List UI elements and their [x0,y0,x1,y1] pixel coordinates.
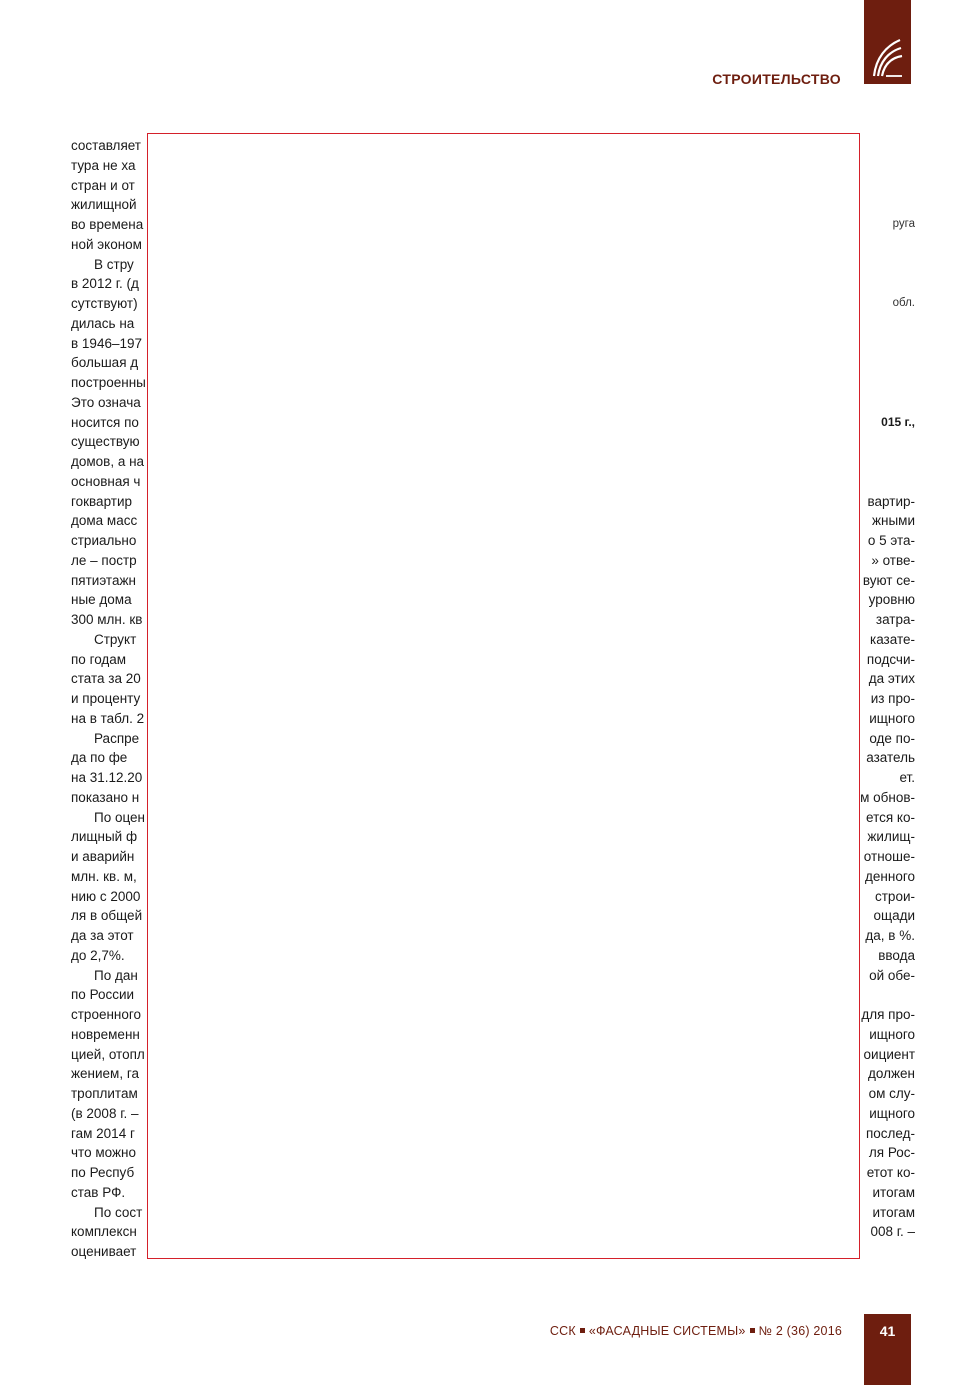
right-text-line: послед- [865,1125,915,1141]
left-text-line: тура не ха [71,157,136,173]
right-text-line [855,1242,915,1262]
right-text-line: для про- [861,1007,915,1022]
left-text-line: до 2,7%. [71,947,125,963]
left-text-line: домов, а на [71,454,145,469]
left-text-line: В стру [94,256,134,272]
right-text-line: ищного [869,1105,915,1121]
right-text-line: оде по- [869,730,915,746]
right-text-line [855,235,915,255]
left-text-line: сутствуют) [71,296,138,311]
right-text-line [855,195,915,215]
right-text-line: должен [868,1066,915,1082]
left-text-line: оценивает [71,1244,137,1259]
right-text-line: жными [871,513,915,529]
left-text-line: гоквартир [71,493,133,509]
logo-swoosh-icon [870,36,904,80]
right-text-line [855,176,915,196]
right-text-line: отноше- [863,849,915,864]
left-text-line: и проценту [71,691,141,706]
right-text-line [855,373,915,393]
left-text-line: По сост [94,1204,143,1220]
left-text-line: ле – постр [71,552,137,568]
left-text-line: стриально [71,533,137,548]
right-text-line: строи- [875,888,915,904]
square-separator-icon [750,1328,755,1333]
left-text-line: да за этот [71,928,134,943]
right-text-line: жилищ- [867,829,915,845]
footer-journal: ССК [549,1324,576,1338]
left-text-line: жилищной [71,197,137,213]
left-text-line: на в табл. 2 [71,710,145,726]
right-text-line: обл. [892,297,915,309]
right-text-line [855,393,915,413]
right-text-line: ищного [869,710,915,726]
left-text-line: цией, отопл [71,1046,145,1062]
right-text-line: азатель [866,750,915,766]
left-text-line: по России [71,987,135,1003]
right-text-line [855,156,915,176]
right-text-line: денного [865,868,915,884]
left-text-line: составляет [71,138,141,153]
right-text-line: подсчи- [866,651,915,667]
left-text-line: Это означа [71,394,141,410]
left-text-line: троплитам [71,1086,138,1101]
left-text-line: носится по [71,414,139,430]
magazine-logo [864,0,911,84]
left-text-line: стата за 20 [71,671,141,687]
left-text-line: да по фе [71,750,128,766]
left-text-line: существую [71,434,140,450]
left-text-line: основная ч [71,473,141,489]
left-text-line: большая д [71,355,139,371]
left-text-line: пятиэтажн [71,572,136,588]
left-text-line: на 31.12.20 [71,770,143,785]
right-text-line [855,314,915,334]
left-text-line: Структ [94,631,137,647]
right-text-line: вартир- [867,493,915,509]
left-text-line: стран и от [71,177,135,193]
left-text-line: новременн [71,1026,140,1042]
page-number: 41 [879,1323,896,1339]
right-text-line: оициент [863,1046,915,1062]
right-text-line: ет. [899,770,915,785]
right-text-line: 008 г. – [870,1224,915,1240]
right-text-line: ищного [869,1026,915,1042]
footer-publication-line [550,1324,842,1338]
left-text-line: гам 2014 г [71,1125,135,1141]
right-text-line: о 5 эта- [867,533,915,548]
right-text-line: ощади [873,908,915,924]
left-text-line: по годам [71,651,127,667]
right-text-line [855,334,915,354]
left-text-line: в 2012 г. (д [71,276,139,292]
right-text-line: ой обе- [869,967,915,983]
right-text-column [855,136,915,1262]
left-text-line: ной эконом [71,236,142,252]
left-text-line: дома масс [71,513,138,529]
page-number-tab [864,1314,911,1385]
right-text-line: да этих [868,671,915,687]
right-text-line [855,136,915,156]
right-text-line: ввода [878,947,915,963]
right-text-line: етот ко- [866,1165,915,1180]
left-text-line: построенны [71,375,146,390]
left-text-line: лищный ф [71,829,138,845]
right-text-line: да, в %. [865,928,915,943]
left-text-line: Распре [94,730,140,746]
left-text-line: дилась на [71,315,135,331]
right-text-line: 015 г., [881,414,915,429]
left-text-line: 300 млн. кв [71,612,143,627]
right-text-line: ется ко- [866,809,915,825]
left-text-line: жением, га [71,1066,139,1082]
right-text-line [855,353,915,373]
left-text-line: По дан [94,967,138,983]
right-text-line [855,472,915,492]
left-text-line: что можно [71,1145,136,1161]
right-text-line: итогам [872,1184,915,1200]
right-text-line: затра- [875,612,915,627]
left-text-line: и аварийн [71,849,135,864]
left-text-line: млн. кв. м, [71,868,137,884]
right-text-line [855,432,915,452]
section-title: СТРОИТЕЛЬСТВО [712,71,841,87]
right-text-line [855,452,915,472]
left-text-line: став РФ. [71,1184,126,1200]
right-text-line: казате- [870,631,915,647]
right-text-line: руга [892,218,915,230]
right-text-line [855,274,915,294]
right-text-line [855,255,915,275]
right-text-line: » отве- [871,552,915,568]
footer-issue: № 2 (36) 2016 [758,1324,842,1338]
right-text-line [855,985,915,1005]
right-text-line: итогам [872,1204,915,1220]
left-text-line: комплексн [71,1224,137,1240]
right-text-line: уровню [868,592,915,608]
square-separator-icon [580,1328,585,1333]
left-text-line: в 1946–197 [71,335,142,351]
left-text-line: ля в общей [71,908,143,924]
footer-journal-title: «ФАСАДНЫЕ СИСТЕМЫ» [588,1324,746,1338]
right-text-line: из про- [870,691,915,706]
left-text-line: ные дома [71,592,132,608]
left-text-line: По оцен [94,809,146,825]
right-text-line: м обнов- [860,789,915,805]
left-text-line: по Респуб [71,1165,135,1180]
right-text-line: ом слу- [868,1086,915,1101]
redaction-overlay [147,133,860,1259]
left-text-line: строенного [71,1007,142,1022]
left-text-line: нию с 2000 [71,888,141,904]
left-text-line: показано н [71,789,140,805]
left-text-column [71,136,151,1262]
right-text-line: вуют се- [862,572,915,588]
left-text-line: во времена [71,217,144,232]
right-text-line: ля Рос- [868,1145,915,1161]
left-text-line: (в 2008 г. – [71,1105,139,1121]
